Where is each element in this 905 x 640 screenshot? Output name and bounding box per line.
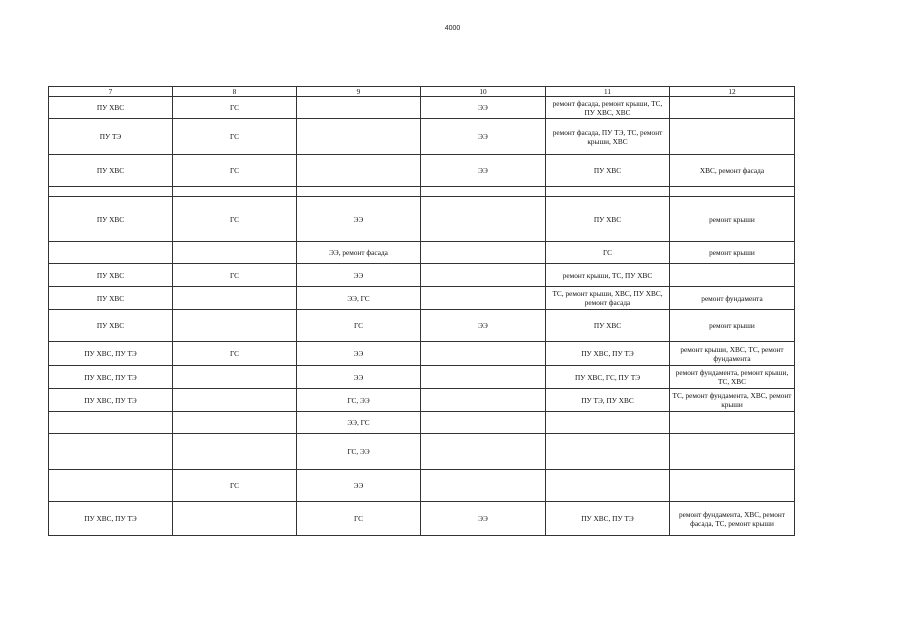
table-row [49, 97, 795, 119]
table-row [49, 187, 795, 197]
table-cell [49, 412, 173, 434]
column-header: 11 [546, 87, 670, 97]
table-cell: ремонт фасада, ремонт крыши, ТС, ПУ ХВС, ХВС [546, 97, 670, 119]
table-cell [421, 434, 546, 470]
table-cell [173, 287, 297, 310]
table-cell [670, 412, 795, 434]
table-cell: ремонт крыши [670, 197, 795, 242]
table-cell [421, 242, 546, 264]
table-cell [421, 366, 546, 389]
table-cell [670, 187, 795, 197]
table-cell: ХВС, ремонт фасада [670, 155, 795, 187]
data-table [48, 86, 795, 536]
table-cell: ремонт фундамента, ремонт крыши, ТС, ХВС [670, 366, 795, 389]
table-cell [49, 470, 173, 502]
table-cell: ПУ ХВС, ПУ ТЭ [49, 366, 173, 389]
table-row [49, 242, 795, 264]
table-cell [546, 412, 670, 434]
table-row [49, 412, 795, 434]
table-cell [670, 119, 795, 155]
column-header: 9 [297, 87, 421, 97]
table-cell: ГС [173, 197, 297, 242]
table-cell [173, 434, 297, 470]
table-cell: ПУ ХВС [49, 155, 173, 187]
table-cell: ПУ ХВС [49, 287, 173, 310]
table-cell [421, 412, 546, 434]
table-cell: ЭЭ [297, 366, 421, 389]
table-cell [173, 389, 297, 412]
table-cell [421, 197, 546, 242]
table-cell [173, 310, 297, 342]
table-cell [421, 470, 546, 502]
table-cell [49, 187, 173, 197]
table-cell: ГС [173, 470, 297, 502]
column-header: 12 [670, 87, 795, 97]
table-cell: ГС, ЭЭ [297, 389, 421, 412]
table-cell [421, 287, 546, 310]
table-cell: ГС, ЭЭ [297, 434, 421, 470]
table-cell: ПУ ХВС, ПУ ТЭ [49, 389, 173, 412]
table-cell: ЭЭ [421, 310, 546, 342]
table-cell [173, 412, 297, 434]
table-row [49, 119, 795, 155]
table-cell: ремонт фундамента, ХВС, ремонт фасада, ТС, ремонт крыши [670, 502, 795, 536]
table-row [49, 310, 795, 342]
table-cell: ГС [173, 264, 297, 287]
table-cell: ГС [546, 242, 670, 264]
table-cell [421, 264, 546, 287]
table-row [49, 502, 795, 536]
table-cell: ЭЭ [421, 155, 546, 187]
table-cell [297, 155, 421, 187]
table-row [49, 264, 795, 287]
table-cell: ремонт крыши, ХВС, ТС, ремонт фундамента [670, 342, 795, 366]
table-cell: ГС [173, 155, 297, 187]
table-cell: ремонт крыши [670, 310, 795, 342]
table-cell: ГС [173, 342, 297, 366]
table-header-row [49, 87, 795, 97]
table-cell [297, 97, 421, 119]
table-cell: ПУ ХВС [49, 310, 173, 342]
table-cell: ремонт фундамента [670, 287, 795, 310]
table-cell [173, 366, 297, 389]
page-number: 4000 [444, 25, 461, 32]
table-cell [421, 187, 546, 197]
table-cell [421, 389, 546, 412]
table-row [49, 155, 795, 187]
table-cell: ЭЭ [421, 97, 546, 119]
table-cell: ПУ ТЭ [49, 119, 173, 155]
table-cell: ПУ ХВС [49, 197, 173, 242]
table-cell: ПУ ХВС, ГС, ПУ ТЭ [546, 366, 670, 389]
table-cell: ГС [297, 310, 421, 342]
table-cell: ПУ ХВС [546, 197, 670, 242]
table-cell: ремонт фасада, ПУ ТЭ, ТС, ремонт крыши, ХВС [546, 119, 670, 155]
table-cell: ЭЭ [421, 119, 546, 155]
table-cell [670, 470, 795, 502]
table-cell [49, 434, 173, 470]
table-cell: ПУ ХВС, ПУ ТЭ [546, 342, 670, 366]
table-cell: ПУ ХВС [546, 155, 670, 187]
table-cell: ПУ ХВС [49, 97, 173, 119]
table-cell: ЭЭ [297, 470, 421, 502]
table-cell: ЭЭ, ГС [297, 412, 421, 434]
table-cell: ТС, ремонт крыши, ХВС, ПУ ХВС, ремонт фасада [546, 287, 670, 310]
table-cell [297, 119, 421, 155]
table-cell: ЭЭ [297, 197, 421, 242]
table-cell: ПУ ХВС [49, 264, 173, 287]
table-cell [297, 187, 421, 197]
table-cell [173, 187, 297, 197]
table-cell: ЭЭ [421, 502, 546, 536]
table-cell: ЭЭ [297, 342, 421, 366]
column-header: 8 [173, 87, 297, 97]
table-cell: ПУ ТЭ, ПУ ХВС [546, 389, 670, 412]
table-cell [546, 434, 670, 470]
column-header: 7 [49, 87, 173, 97]
table-cell: ремонт крыши, ТС, ПУ ХВС [546, 264, 670, 287]
table-cell: ПУ ХВС, ПУ ТЭ [546, 502, 670, 536]
table-row [49, 287, 795, 310]
table-cell [670, 434, 795, 470]
table-row [49, 366, 795, 389]
table-row [49, 389, 795, 412]
table-cell: ремонт крыши [670, 242, 795, 264]
table-cell: ЭЭ, ГС [297, 287, 421, 310]
table-row [49, 434, 795, 470]
table-cell: ПУ ХВС, ПУ ТЭ [49, 342, 173, 366]
table-cell: ЭЭ [297, 264, 421, 287]
table-cell [670, 264, 795, 287]
table-cell: ПУ ХВС [546, 310, 670, 342]
table-cell: ГС [297, 502, 421, 536]
table-cell: ЭЭ, ремонт фасада [297, 242, 421, 264]
table-cell [49, 242, 173, 264]
table-cell: ГС [173, 97, 297, 119]
table-cell: ГС [173, 119, 297, 155]
table-cell [670, 97, 795, 119]
table-row [49, 470, 795, 502]
table-cell: ТС, ремонт фундамента, ХВС, ремонт крыши [670, 389, 795, 412]
table-cell [173, 502, 297, 536]
table-cell [546, 470, 670, 502]
table-cell [421, 342, 546, 366]
table-row [49, 197, 795, 242]
table-cell [173, 242, 297, 264]
table-cell [546, 187, 670, 197]
table-row [49, 342, 795, 366]
column-header: 10 [421, 87, 546, 97]
table-cell: ПУ ХВС, ПУ ТЭ [49, 502, 173, 536]
